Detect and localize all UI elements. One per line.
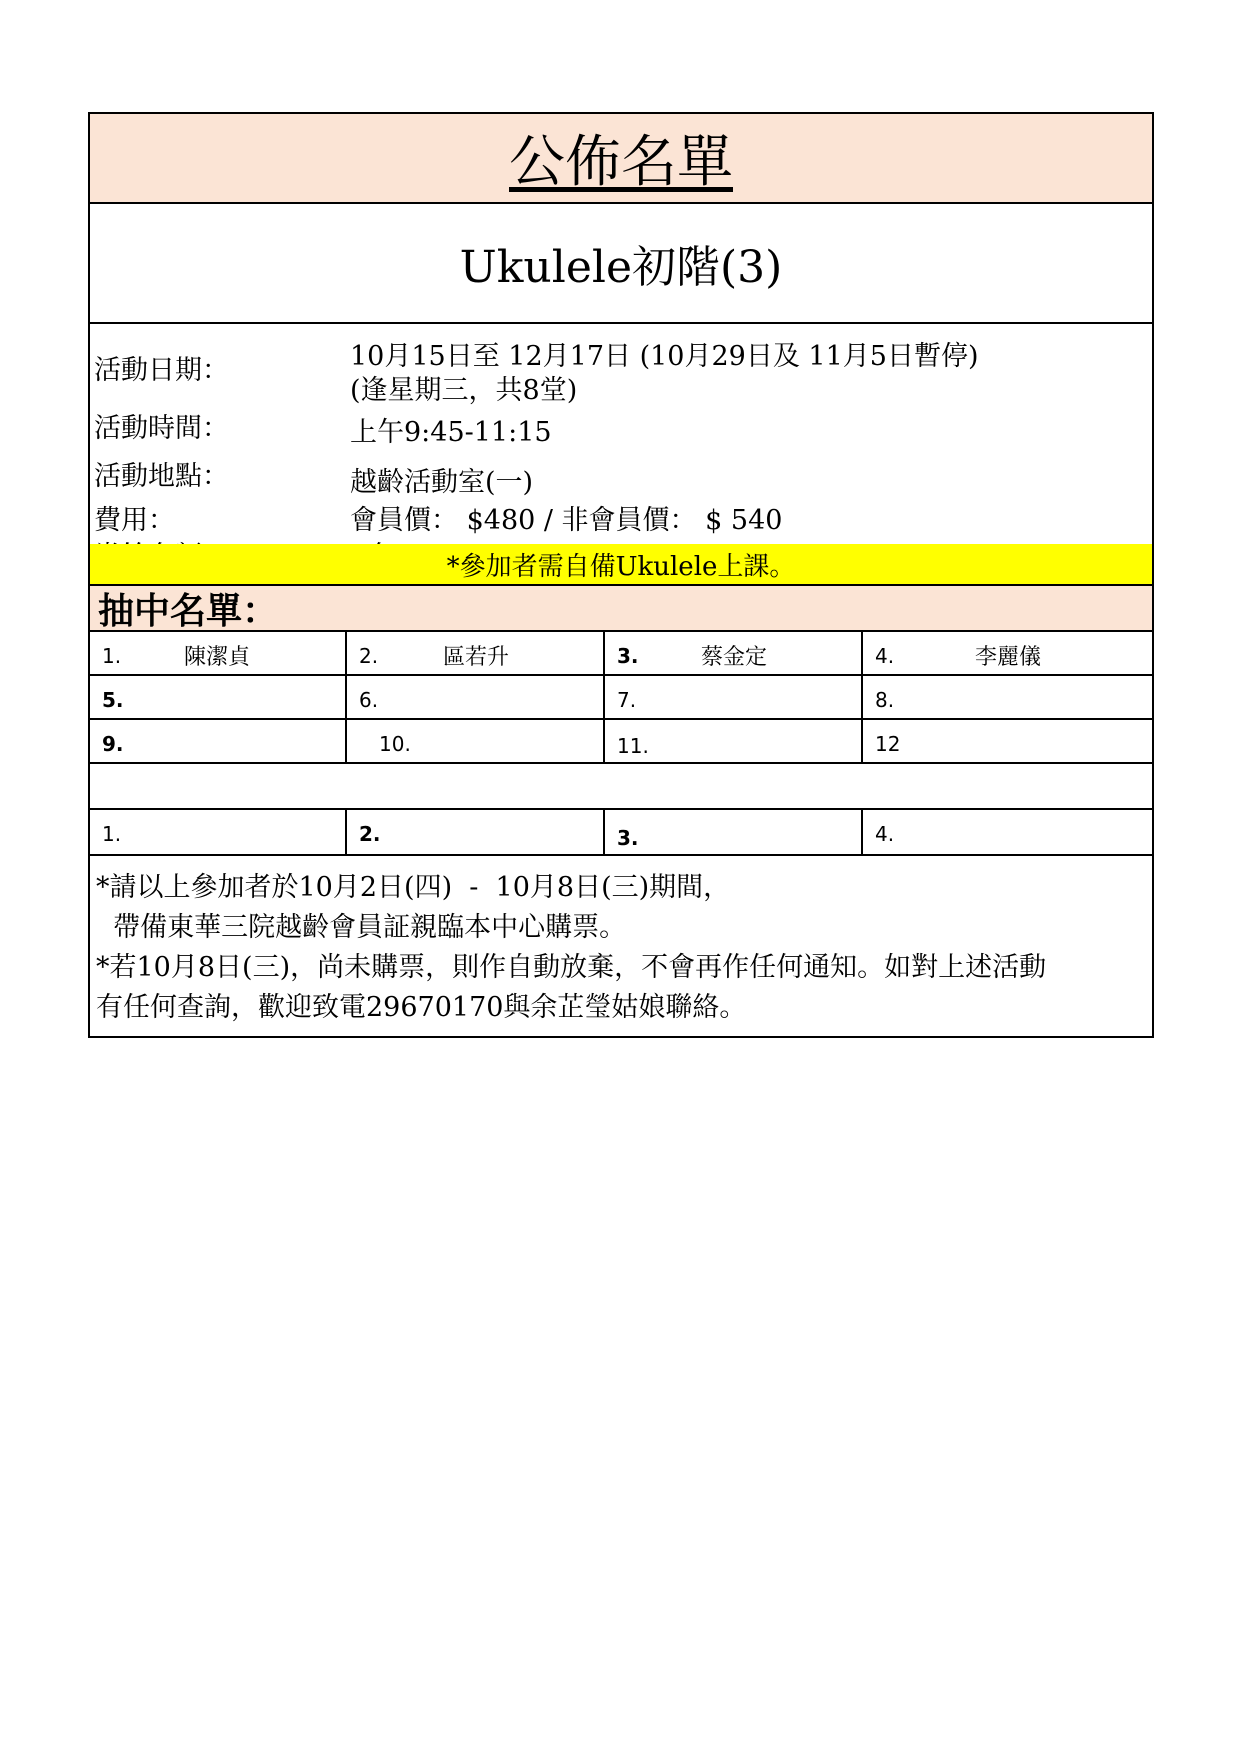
- entry-number: 10.: [379, 732, 411, 756]
- list-cell: [90, 720, 347, 762]
- entry-number: 1.: [102, 822, 122, 846]
- list-cell: [90, 810, 347, 854]
- entry-name: 區若升: [443, 645, 510, 670]
- entry-number: 3.: [617, 826, 639, 850]
- entry-number: 2.: [359, 644, 379, 668]
- page-title: 公佈名單: [509, 130, 733, 195]
- equipment-notice: *參加者需自備Ukulele上課。: [90, 544, 1152, 586]
- entry-name: 陳潔貞: [184, 645, 251, 670]
- fee-value: 會員價： $480 / 非會員價： $ 540: [350, 505, 783, 536]
- entry-name: 蔡金定: [701, 645, 768, 670]
- list-cell: [863, 810, 1152, 854]
- list-cell: [90, 676, 347, 718]
- date-value: 10月15日至 12月17日 (10月29日及 11月5日暫停): [350, 341, 979, 372]
- list-cell: [863, 720, 1152, 762]
- instruction-line: *若10月8日(三)，尚未購票，則作自動放棄，不會再作任何通知。如對上述活動: [96, 952, 1047, 983]
- table-row: [88, 676, 1154, 720]
- entry-number: 3.: [617, 644, 639, 668]
- entry-number: 2.: [359, 822, 381, 846]
- purchase-instructions: [88, 856, 1154, 1038]
- list-cell: [605, 720, 863, 762]
- list-cell: [347, 632, 605, 674]
- activity-info: [88, 324, 1154, 586]
- list-cell: [347, 810, 605, 854]
- drawn-list-title: 抽中名單：: [98, 590, 279, 632]
- fee-label: 費用：: [94, 505, 175, 536]
- list-cell: [605, 676, 863, 718]
- date-label: 活動日期：: [94, 355, 229, 386]
- list-cell: [347, 676, 605, 718]
- entry-number: 9.: [102, 732, 124, 756]
- notice-sheet: [88, 112, 1154, 1038]
- time-label: 活動時間：: [94, 413, 229, 444]
- entry-number: 4.: [875, 644, 895, 668]
- table-row: [88, 632, 1154, 676]
- list-cell: [863, 676, 1152, 718]
- entry-number: 6.: [359, 688, 379, 712]
- time-value: 上午9:45-11:15: [350, 417, 552, 448]
- course-row: [88, 204, 1154, 324]
- entry-number: 4.: [875, 822, 895, 846]
- entry-number: 5.: [102, 688, 124, 712]
- list-cell: [605, 810, 863, 854]
- entry-number: 8.: [875, 688, 895, 712]
- entry-number: 11.: [617, 734, 649, 758]
- list-cell: [347, 720, 605, 762]
- waitlist-header-blank: [88, 764, 1154, 810]
- list-cell: [863, 632, 1152, 674]
- table-row: [88, 720, 1154, 764]
- list-cell: [605, 632, 863, 674]
- instruction-line: *請以上參加者於10月2日(四) - 10月8日(三)期間，: [96, 872, 731, 903]
- drawn-list-header: [88, 586, 1154, 632]
- date-note: (逢星期三，共8堂): [350, 375, 578, 406]
- venue-label: 活動地點：: [94, 461, 229, 492]
- table-row: [88, 810, 1154, 856]
- list-cell: [90, 632, 347, 674]
- instruction-line: 帶備東華三院越齡會員証親臨本中心購票。: [96, 912, 627, 943]
- title-row: [88, 112, 1154, 204]
- entry-number: 1.: [102, 644, 122, 668]
- venue-value: 越齡活動室(一): [350, 467, 534, 498]
- entry-number: 12: [875, 732, 901, 756]
- course-name: Ukulele初階(3): [459, 242, 783, 293]
- instruction-line: 有任何查詢，歡迎致電29670170與余芷瑩姑娘聯絡。: [96, 992, 747, 1023]
- entry-name: 李麗儀: [975, 645, 1042, 670]
- entry-number: 7.: [617, 688, 637, 712]
